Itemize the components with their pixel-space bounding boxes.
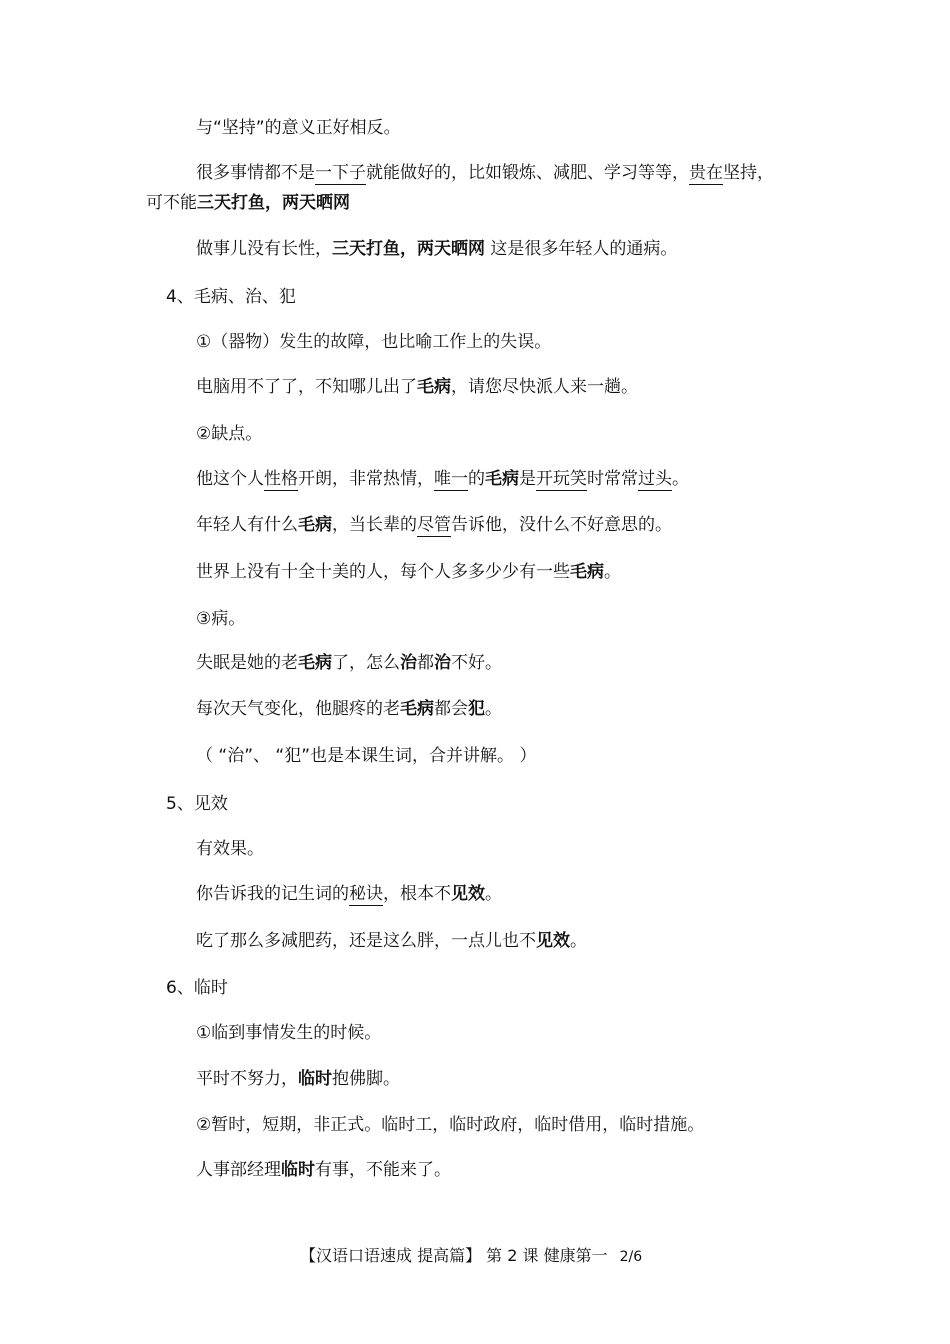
text-line: ③病。 [196, 609, 246, 629]
text-line: 人事部经理临时有事，不能来了。 [196, 1160, 451, 1180]
text-line: 你告诉我的记生词的秘诀，根本不见效。 [196, 884, 502, 904]
text-line: 做事儿没有长性，三天打鱼，两天晒网 这是很多年轻人的通病。 [196, 239, 678, 259]
text-line: （ “治”、 “犯”也是本课生词，合并讲解。 ） [196, 746, 537, 766]
underlined-word: 秘诀 [349, 884, 383, 904]
keyword-bold: 毛病 [400, 699, 434, 719]
keyword-bold: 治 [434, 653, 451, 673]
page-footer [300, 1245, 642, 1268]
underlined-word: 一下子 [315, 163, 366, 183]
keyword-bold: 治 [400, 653, 417, 673]
keyword-bold: 毛病 [298, 515, 332, 535]
text-line: 平时不努力，临时抱佛脚。 [196, 1069, 400, 1089]
text-line: 每次天气变化，他腿疼的老毛病都会犯。 [196, 699, 502, 719]
text-line: 年轻人有什么毛病，当长辈的尽管告诉他，没什么不好意思的。 [196, 515, 672, 535]
text-line: ①临到事情发生的时候。 [196, 1023, 382, 1043]
underlined-word: 性格 [264, 469, 298, 489]
idiom-bold: 三天打鱼，两天晒网 [332, 239, 485, 259]
section-heading: 4、毛病、治、犯 [166, 287, 296, 307]
keyword-bold: 毛病 [298, 653, 332, 673]
page-number: 2/6 [619, 1249, 643, 1265]
keyword-bold: 毛病 [570, 562, 604, 582]
underlined-word: 过头 [638, 469, 672, 489]
text-line: 电脑用不了了，不知哪儿出了毛病，请您尽快派人来一趟。 [196, 377, 638, 397]
text-line: 世界上没有十全十美的人，每个人多多少少有一些毛病。 [196, 562, 621, 582]
section-heading: 5、见效 [166, 794, 228, 814]
keyword-bold: 见效 [451, 884, 485, 904]
text-line: ②缺点。 [196, 424, 263, 444]
footer-title: 【汉语口语速成 提高篇】 第 2 课 健康第一 [300, 1246, 608, 1265]
text-line: 他这个人性格开朗，非常热情，唯一的毛病是开玩笑时常常过头。 [196, 469, 689, 489]
text-line: ①（器物）发生的故障，也比喻工作上的失误。 [196, 332, 552, 352]
underlined-word: 贵在 [689, 163, 723, 183]
text-line: 有效果。 [196, 839, 264, 859]
text-line: 与“坚持”的意义正好相反。 [196, 118, 401, 138]
text-line: 很多事情都不是一下子就能做好的，比如锻炼、减肥、学习等等，贵在坚持， [196, 163, 774, 183]
text-line: ②暂时，短期，非正式。临时工，临时政府，临时借用，临时措施。 [196, 1115, 705, 1135]
underlined-word: 开玩笑 [536, 469, 587, 489]
keyword-bold: 临时 [281, 1160, 315, 1180]
idiom-bold: 三天打鱼，两天晒网 [197, 193, 350, 213]
text-line: 吃了那么多减肥药，还是这么胖，一点儿也不见效。 [196, 931, 587, 951]
keyword-bold: 犯 [468, 699, 485, 719]
section-heading: 6、临时 [166, 978, 228, 998]
keyword-bold: 见效 [536, 931, 570, 951]
underlined-word: 尽管 [417, 515, 451, 535]
keyword-bold: 毛病 [485, 469, 519, 489]
underlined-word: 唯一 [434, 469, 468, 489]
text-line: 可不能三天打鱼，两天晒网 [146, 193, 350, 213]
keyword-bold: 临时 [298, 1069, 332, 1089]
text-line: 失眠是她的老毛病了，怎么治都治不好。 [196, 653, 502, 673]
keyword-bold: 毛病 [417, 377, 451, 397]
